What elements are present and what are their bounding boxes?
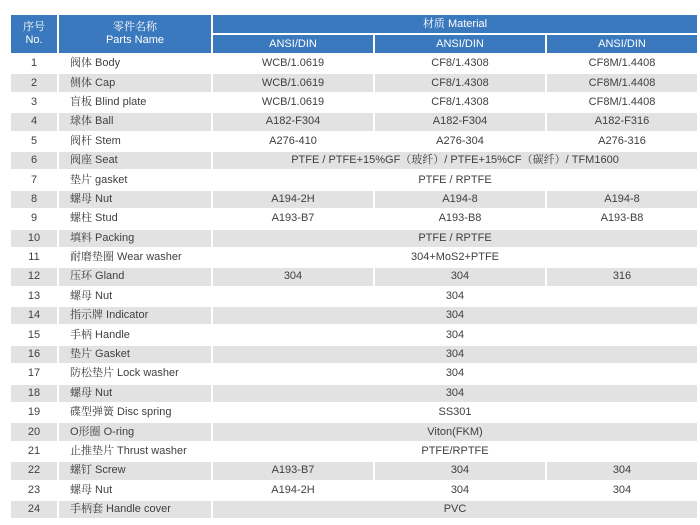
part-name-cell: 防松垫片 Lock washer: [59, 365, 211, 382]
material-cell: CF8/1.4308: [375, 94, 545, 111]
table-row: [11, 171, 697, 188]
material-cell: 304: [375, 462, 545, 479]
table-row: [11, 462, 697, 479]
material-cell: A194-8: [375, 191, 545, 208]
part-name-cell: 手柄 Handle: [59, 326, 211, 343]
header-ansi-din-2: ANSI/DIN: [375, 35, 545, 53]
material-cell: A276-304: [375, 133, 545, 150]
material-cell: A194-8: [547, 191, 697, 208]
material-cell-spanned: PTFE / RPTFE: [213, 171, 697, 188]
part-name-cell: 球体 Ball: [59, 113, 211, 130]
row-number-cell: 4: [11, 113, 57, 130]
material-cell: 304: [547, 462, 697, 479]
material-cell-spanned: 304: [213, 385, 697, 402]
row-number-cell: 20: [11, 423, 57, 440]
part-name-cell: 螺母 Nut: [59, 288, 211, 305]
table-row: [11, 443, 697, 460]
part-name-cell: 压环 Gland: [59, 268, 211, 285]
table-row: [11, 55, 697, 72]
material-cell: 304: [375, 268, 545, 285]
row-number-cell: 13: [11, 288, 57, 305]
material-cell-spanned: Viton(FKM): [213, 423, 697, 440]
table-row: [11, 268, 697, 285]
row-number-cell: 14: [11, 307, 57, 324]
table-row: [11, 74, 697, 91]
table-row: [11, 346, 697, 363]
row-number-cell: 18: [11, 385, 57, 402]
material-cell: A276-316: [547, 133, 697, 150]
table-row: [11, 249, 697, 266]
table-row: [11, 230, 697, 247]
header-parts-zh: 零件名称: [113, 21, 157, 33]
header-no-en: No.: [25, 34, 43, 46]
header-material-group: 材质 Material: [213, 15, 697, 33]
row-number-cell: 10: [11, 230, 57, 247]
row-number-cell: 2: [11, 74, 57, 91]
parts-material-table-container: [9, 13, 699, 520]
row-number-cell: 17: [11, 365, 57, 382]
row-number-cell: 5: [11, 133, 57, 150]
part-name-cell: 盲板 Blind plate: [59, 94, 211, 111]
table-row: [11, 113, 697, 130]
row-number-cell: 12: [11, 268, 57, 285]
part-name-cell: 耐磨垫圈 Wear washer: [59, 249, 211, 266]
material-cell: A182-F316: [547, 113, 697, 130]
row-number-cell: 16: [11, 346, 57, 363]
row-number-cell: 22: [11, 462, 57, 479]
material-cell: WCB/1.0619: [213, 74, 373, 91]
row-number-cell: 24: [11, 501, 57, 518]
row-number-cell: 3: [11, 94, 57, 111]
part-name-cell: 螺柱 Stud: [59, 210, 211, 227]
table-row: [11, 210, 697, 227]
material-cell: 316: [547, 268, 697, 285]
material-cell: CF8M/1.4408: [547, 74, 697, 91]
part-name-cell: O形圈 O-ring: [59, 423, 211, 440]
material-cell: A193-B8: [375, 210, 545, 227]
material-cell: WCB/1.0619: [213, 55, 373, 72]
part-name-cell: 阀杆 Stem: [59, 133, 211, 150]
material-cell: A193-B8: [547, 210, 697, 227]
part-name-cell: 阀体 Body: [59, 55, 211, 72]
material-cell-spanned: PTFE / RPTFE: [213, 230, 697, 247]
table-row: [11, 404, 697, 421]
table-row: [11, 94, 697, 111]
part-name-cell: 指示牌 Indicator: [59, 307, 211, 324]
part-name-cell: 螺母 Nut: [59, 482, 211, 499]
row-number-cell: 21: [11, 443, 57, 460]
material-cell: 304: [375, 482, 545, 499]
part-name-cell: 螺母 Nut: [59, 191, 211, 208]
material-cell-spanned: PTFE / PTFE+15%GF（玻纤）/ PTFE+15%CF（碳纤）/ TFM1600: [213, 152, 697, 169]
header-row-group: [11, 15, 697, 33]
material-cell: CF8M/1.4408: [547, 55, 697, 72]
table-body: [11, 55, 697, 518]
material-cell-spanned: 304+MoS2+PTFE: [213, 249, 697, 266]
row-number-cell: 9: [11, 210, 57, 227]
material-cell: A193-B7: [213, 210, 373, 227]
table-row: [11, 501, 697, 518]
part-name-cell: 垫片 Gasket: [59, 346, 211, 363]
table-row: [11, 365, 697, 382]
parts-material-table: [9, 13, 699, 520]
table-row: [11, 152, 697, 169]
row-number-cell: 6: [11, 152, 57, 169]
table-row: [11, 133, 697, 150]
part-name-cell: 手柄套 Handle cover: [59, 501, 211, 518]
table-row: [11, 191, 697, 208]
table-row: [11, 307, 697, 324]
part-name-cell: 阀座 Seat: [59, 152, 211, 169]
table-row: [11, 385, 697, 402]
table-row: [11, 288, 697, 305]
material-cell-spanned: 304: [213, 288, 697, 305]
part-name-cell: 螺钉 Screw: [59, 462, 211, 479]
material-cell: 304: [547, 482, 697, 499]
material-cell-spanned: 304: [213, 307, 697, 324]
material-cell: A276-410: [213, 133, 373, 150]
material-cell: WCB/1.0619: [213, 94, 373, 111]
part-name-cell: 止推垫片 Thrust washer: [59, 443, 211, 460]
material-cell-spanned: 304: [213, 326, 697, 343]
part-name-cell: 碟型弹簧 Disc spring: [59, 404, 211, 421]
part-name-cell: 填料 Packing: [59, 230, 211, 247]
material-cell: CF8M/1.4408: [547, 94, 697, 111]
material-cell-spanned: 304: [213, 346, 697, 363]
material-cell: A182-F304: [375, 113, 545, 130]
header-parts-name: [59, 15, 211, 53]
part-name-cell: 垫片 gasket: [59, 171, 211, 188]
material-cell-spanned: SS301: [213, 404, 697, 421]
table-row: [11, 326, 697, 343]
material-cell-spanned: PVC: [213, 501, 697, 518]
header-no: [11, 15, 57, 53]
material-cell: A182-F304: [213, 113, 373, 130]
header-parts-en: Parts Name: [105, 34, 165, 46]
row-number-cell: 7: [11, 171, 57, 188]
table-header: [11, 15, 697, 53]
row-number-cell: 19: [11, 404, 57, 421]
row-number-cell: 1: [11, 55, 57, 72]
part-name-cell: 螺母 Nut: [59, 385, 211, 402]
material-cell: A194-2H: [213, 482, 373, 499]
row-number-cell: 8: [11, 191, 57, 208]
row-number-cell: 11: [11, 249, 57, 266]
table-row: [11, 423, 697, 440]
header-ansi-din-3: ANSI/DIN: [547, 35, 697, 53]
material-cell-spanned: 304: [213, 365, 697, 382]
table-row: [11, 482, 697, 499]
part-name-cell: 侧体 Cap: [59, 74, 211, 91]
header-no-zh: 序号: [23, 21, 45, 33]
material-cell-spanned: PTFE/RPTFE: [213, 443, 697, 460]
material-cell: CF8/1.4308: [375, 74, 545, 91]
material-cell: 304: [213, 268, 373, 285]
material-cell: A194-2H: [213, 191, 373, 208]
material-cell: CF8/1.4308: [375, 55, 545, 72]
row-number-cell: 23: [11, 482, 57, 499]
header-ansi-din-1: ANSI/DIN: [213, 35, 373, 53]
material-cell: A193-B7: [213, 462, 373, 479]
row-number-cell: 15: [11, 326, 57, 343]
